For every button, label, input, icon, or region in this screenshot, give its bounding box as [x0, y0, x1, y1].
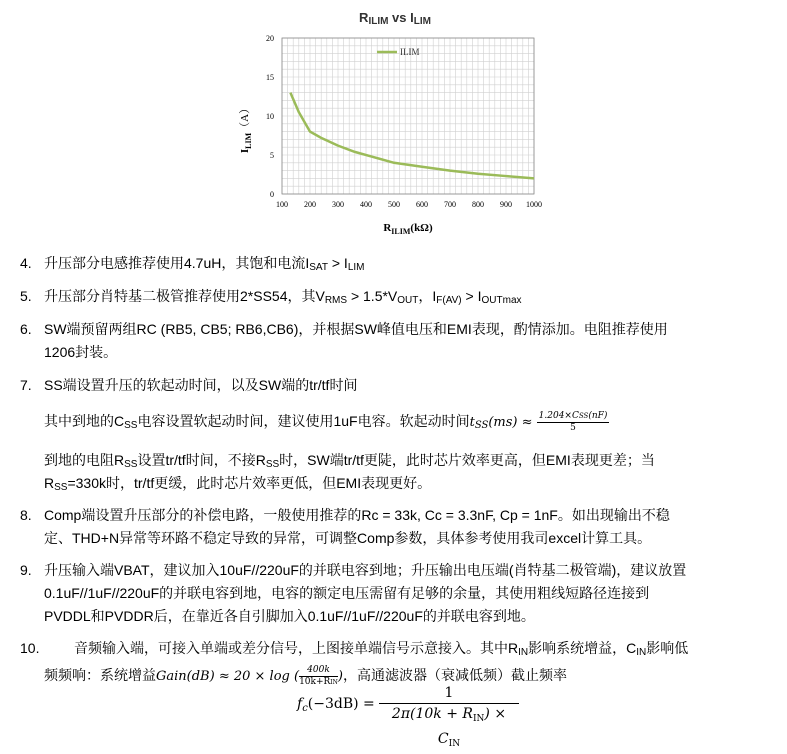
x-tick-label: 900	[500, 200, 512, 209]
cutoff-formula: $f_c(-3dB)$ = 1 $2\pi(10k + R_{IN}) \times C_{IN}$	[297, 683, 527, 727]
x-tick-label: 500	[388, 200, 400, 209]
x-tick-label: 800	[472, 200, 484, 209]
y-tick-label: 5	[270, 151, 274, 160]
x-tick-label: 600	[416, 200, 428, 209]
item-number: 5.	[20, 288, 32, 304]
x-tick-label: 1000	[526, 200, 542, 209]
item-number: 8.	[20, 507, 32, 523]
item-7-para-2: 到地的电阻$R_{SS}$设置tr/tf时间，不接$R_{SS}$时，SW端tr/tf更陡，此时芯片效率更高，但EMI表现更差；当	[44, 452, 655, 470]
chart-title: $R_{ILIM}$ vs $I_{LIM}$	[359, 10, 431, 27]
item-number: 4.	[20, 255, 32, 271]
item-10: 10. 音频输入端，可接入单端或差分信号，上图接单端信号示意接入。其中$R_{IN}$影响系统增益，$C_{IN}$影响低 频频响：系统增益Gain(dB) ≈ 20 × log ( $\frac{400k}{\text{10k+RIN}}$ )，高通滤波器（衰减低频）截止频率	[20, 637, 760, 688]
item-number: 6.	[20, 321, 32, 337]
item-8: 8. Comp端设置升压部分的补偿电路，一般使用推荐的Rc = 33k, Cc = 3.3nF, Cp = 1nF。如出现输出不稳 定、THD+N异常等环路不稳定导致的异常，可调整Comp参数，具体参考使用我司excel计算工具。	[20, 504, 760, 550]
x-tick-label: 700	[444, 200, 456, 209]
item-number: 9.	[20, 562, 32, 578]
y-tick-label: 15	[266, 73, 274, 82]
softstart-fraction: $\frac{\text{1.204×CSS(nF)}}{5}$	[538, 410, 608, 433]
x-tick-label: 200	[304, 200, 316, 209]
x-tick-label: 400	[360, 200, 372, 209]
x-tick-label: 100	[276, 200, 288, 209]
x-axis-label: $R_{ILIM}(k\Omega)$	[383, 222, 433, 236]
legend-label: ILIM	[400, 47, 420, 57]
item-7: 7. SS端设置升压的软起动时间，以及SW端的tr/tf时间	[20, 374, 760, 397]
y-tick-label: 20	[266, 34, 274, 43]
chart-plot	[235, 6, 555, 238]
item-7-para-3: $R_{SS}=330k$时，tr/tf更缓，此时芯片效率更低，但EMI表现更好。	[44, 475, 432, 493]
item-number: 10.	[20, 640, 40, 656]
item-6: 6. SW端预留两组RC (RB5, CB5; RB6,CB6)，并根据SW峰值电压和EMI表现，酌情添加。电阻推荐使用 1206封装。	[20, 318, 760, 364]
gain-fraction: $\frac{400k}{\text{10k+RIN}}$	[299, 664, 338, 687]
item-5: 5. 升压部分肖特基二极管推荐使用2*SS54，其$V_{RMS} > 1.5*V_{OUT}$，$I_{F(AV)} > I_{OUTmax}$	[20, 285, 760, 312]
y-axis-label: $I_{LIM}(A)$	[239, 102, 253, 154]
chart-rilim-vs-ilim	[235, 6, 555, 238]
item-4: 4. 升压部分电感推荐使用4.7uH，其饱和电流$I_{SAT} > I_{LIM}$	[20, 252, 760, 279]
item-9: 9. 升压输入端VBAT，建议加入10uF//220uF的并联电容到地；升压输出电压端(肖特基二极管端)，建议放置 0.1uF//1uF//220uF的并联电容到地，电容的额定电压需留有足够的余量，其使用粗线短路径连接到 PVDDL和PVDDR后，在靠近各自引脚加入0.1uF//1uF//220uF的并联电容到地。	[20, 559, 760, 628]
item-7-para-1: 其中到地的$C_{SS}$电容设置软起动时间，建议使用1uF电容。软起动时间$t_{SS}(ms)$ ≈ $\frac{\text{1.204×CSS(nF)}}{5}$	[44, 410, 608, 433]
y-tick-label: 10	[266, 112, 274, 121]
x-tick-label: 300	[332, 200, 344, 209]
item-number: 7.	[20, 377, 32, 393]
y-tick-label: 0	[270, 190, 274, 199]
